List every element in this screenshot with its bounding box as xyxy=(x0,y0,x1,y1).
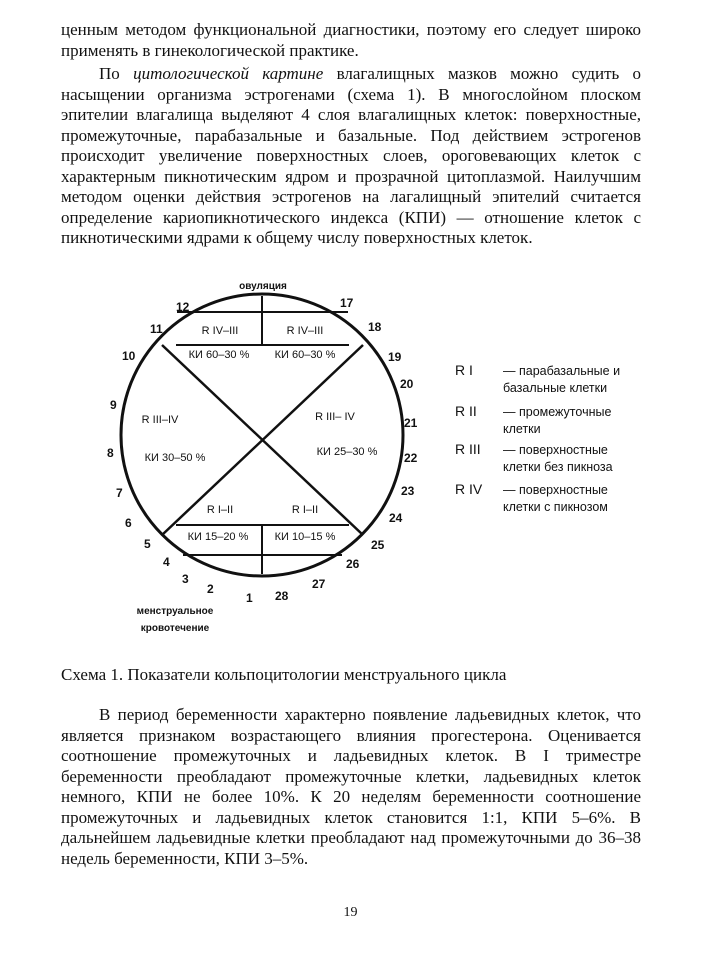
day-1: 1 xyxy=(246,591,253,605)
sector-right-ki: КИ 25–30 % xyxy=(316,446,378,458)
sector-bottom-right-r: R I–II xyxy=(291,504,319,516)
day-4: 4 xyxy=(163,555,170,569)
day-20: 20 xyxy=(400,377,414,391)
sector-bottom-left-ki: КИ 15–20 % xyxy=(187,531,249,543)
day-5: 5 xyxy=(144,537,151,551)
legend-text-r2: — промежуточные xyxy=(503,405,612,419)
sector-bottom-left-r: R I–II xyxy=(206,504,234,516)
sector-top-right-ki: КИ 60–30 % xyxy=(274,349,336,361)
day-26: 26 xyxy=(346,557,360,571)
day-25: 25 xyxy=(371,538,385,552)
menstruation-label-2: кровотечение xyxy=(140,623,210,634)
day-17: 17 xyxy=(340,296,354,310)
menstruation-label-1: менструальное xyxy=(136,606,214,617)
day-6: 6 xyxy=(125,516,132,530)
day-22: 22 xyxy=(404,451,418,465)
legend-item-r1 xyxy=(455,362,620,397)
sector-top-left-r: R IV–III xyxy=(201,325,239,337)
sector-top-right-r: R IV–III xyxy=(286,325,324,337)
legend-text-r1: — парабазальные и xyxy=(503,364,621,378)
p2-intro: По xyxy=(99,64,120,83)
legend-key-r3: R III xyxy=(455,441,481,457)
day-21: 21 xyxy=(404,416,418,430)
paragraph-pregnancy: В период беременности характерно появление ладьевидных клеток, что является признаком возрастающего влияния прогестерона. Оценивается соотношение промежуточных и ладьевидных клеток. В I триместре беременности преобладают промежуточные клетки, ладьевидных клеток немного, КПИ не более 10%. К 20 неделям беременности соотношение промежуточных и ладьевидных клеток становится 1:1, КПИ 5–6%. В дальнейшем ладьевидные клетки преобладают над промежуточными до 36–38 недель беременности, КПИ 3–5%. xyxy=(61,705,641,868)
day-7: 7 xyxy=(116,486,123,500)
paragraph-intro: ценным методом функциональной диагностики, поэтому его следует широко применять в гинекологической практике. xyxy=(61,20,641,60)
day-9: 9 xyxy=(110,398,117,412)
day-24: 24 xyxy=(389,511,403,525)
day-11: 11 xyxy=(150,322,163,336)
p2-rest: влагалищных мазков можно судить о насыщении организма эстрогенами (схема 1). В многослойном плоском эпителии влагалища выделяют 4 слоя влагалищных клеток: поверхностные, промежуточные, парабазальные и базальные. Под действием эстрогенов происходит увеличение поверхностных слоев, ороговевающих клеток с характерным пикнотическим ядром и прозрачной цитоплазмой. Наилучшим методом оценки действия эстрогенов на лагалищный эпителий считается определение кариопикнотического индекса (КПИ) — отношение клеток с пикнотическими ядрами к общему числу поверхностных клеток. xyxy=(61,64,642,247)
legend-key-r1: R I xyxy=(455,362,473,378)
legend-text-r2-2: клетки xyxy=(503,422,541,436)
legend-key-r4: R IV xyxy=(455,481,483,497)
p2-italic-term: цитологической картине xyxy=(133,64,324,83)
legend-key-r2: R II xyxy=(455,403,477,419)
legend-item-r4 xyxy=(455,481,608,516)
day-10: 10 xyxy=(122,349,136,363)
legend-text-r4: — поверхностные xyxy=(503,483,608,497)
day-18: 18 xyxy=(368,320,382,334)
sector-right-r: R III– IV xyxy=(315,411,355,423)
sector-top-left-ki: КИ 60–30 % xyxy=(188,349,250,361)
legend-text-r4-2: клетки с пикнозом xyxy=(503,500,608,514)
day-19: 19 xyxy=(388,350,402,364)
ovulation-label: овуляция xyxy=(239,281,287,292)
day-23: 23 xyxy=(401,484,415,498)
day-12: 12 xyxy=(176,300,190,314)
day-3: 3 xyxy=(182,572,189,586)
sector-left-r: R III–IV xyxy=(141,414,179,426)
sector-bottom-right-ki: КИ 10–15 % xyxy=(274,531,336,543)
page-number: 19 xyxy=(343,905,358,920)
legend-item-r2 xyxy=(455,403,611,438)
day-28: 28 xyxy=(275,589,289,603)
day-2: 2 xyxy=(207,582,214,596)
figure-caption: Схема 1. Показатели кольпоцитологии менструального цикла xyxy=(61,665,507,684)
sector-left-ki: КИ 30–50 % xyxy=(144,452,206,464)
day-8: 8 xyxy=(107,446,114,460)
legend-text-r3: — поверхностные xyxy=(503,443,608,457)
legend-item-r3 xyxy=(455,441,613,476)
legend-text-r1-2: базальные клетки xyxy=(503,381,608,395)
legend-text-r3-2: клетки без пикноза xyxy=(503,460,613,474)
day-27: 27 xyxy=(312,577,326,591)
